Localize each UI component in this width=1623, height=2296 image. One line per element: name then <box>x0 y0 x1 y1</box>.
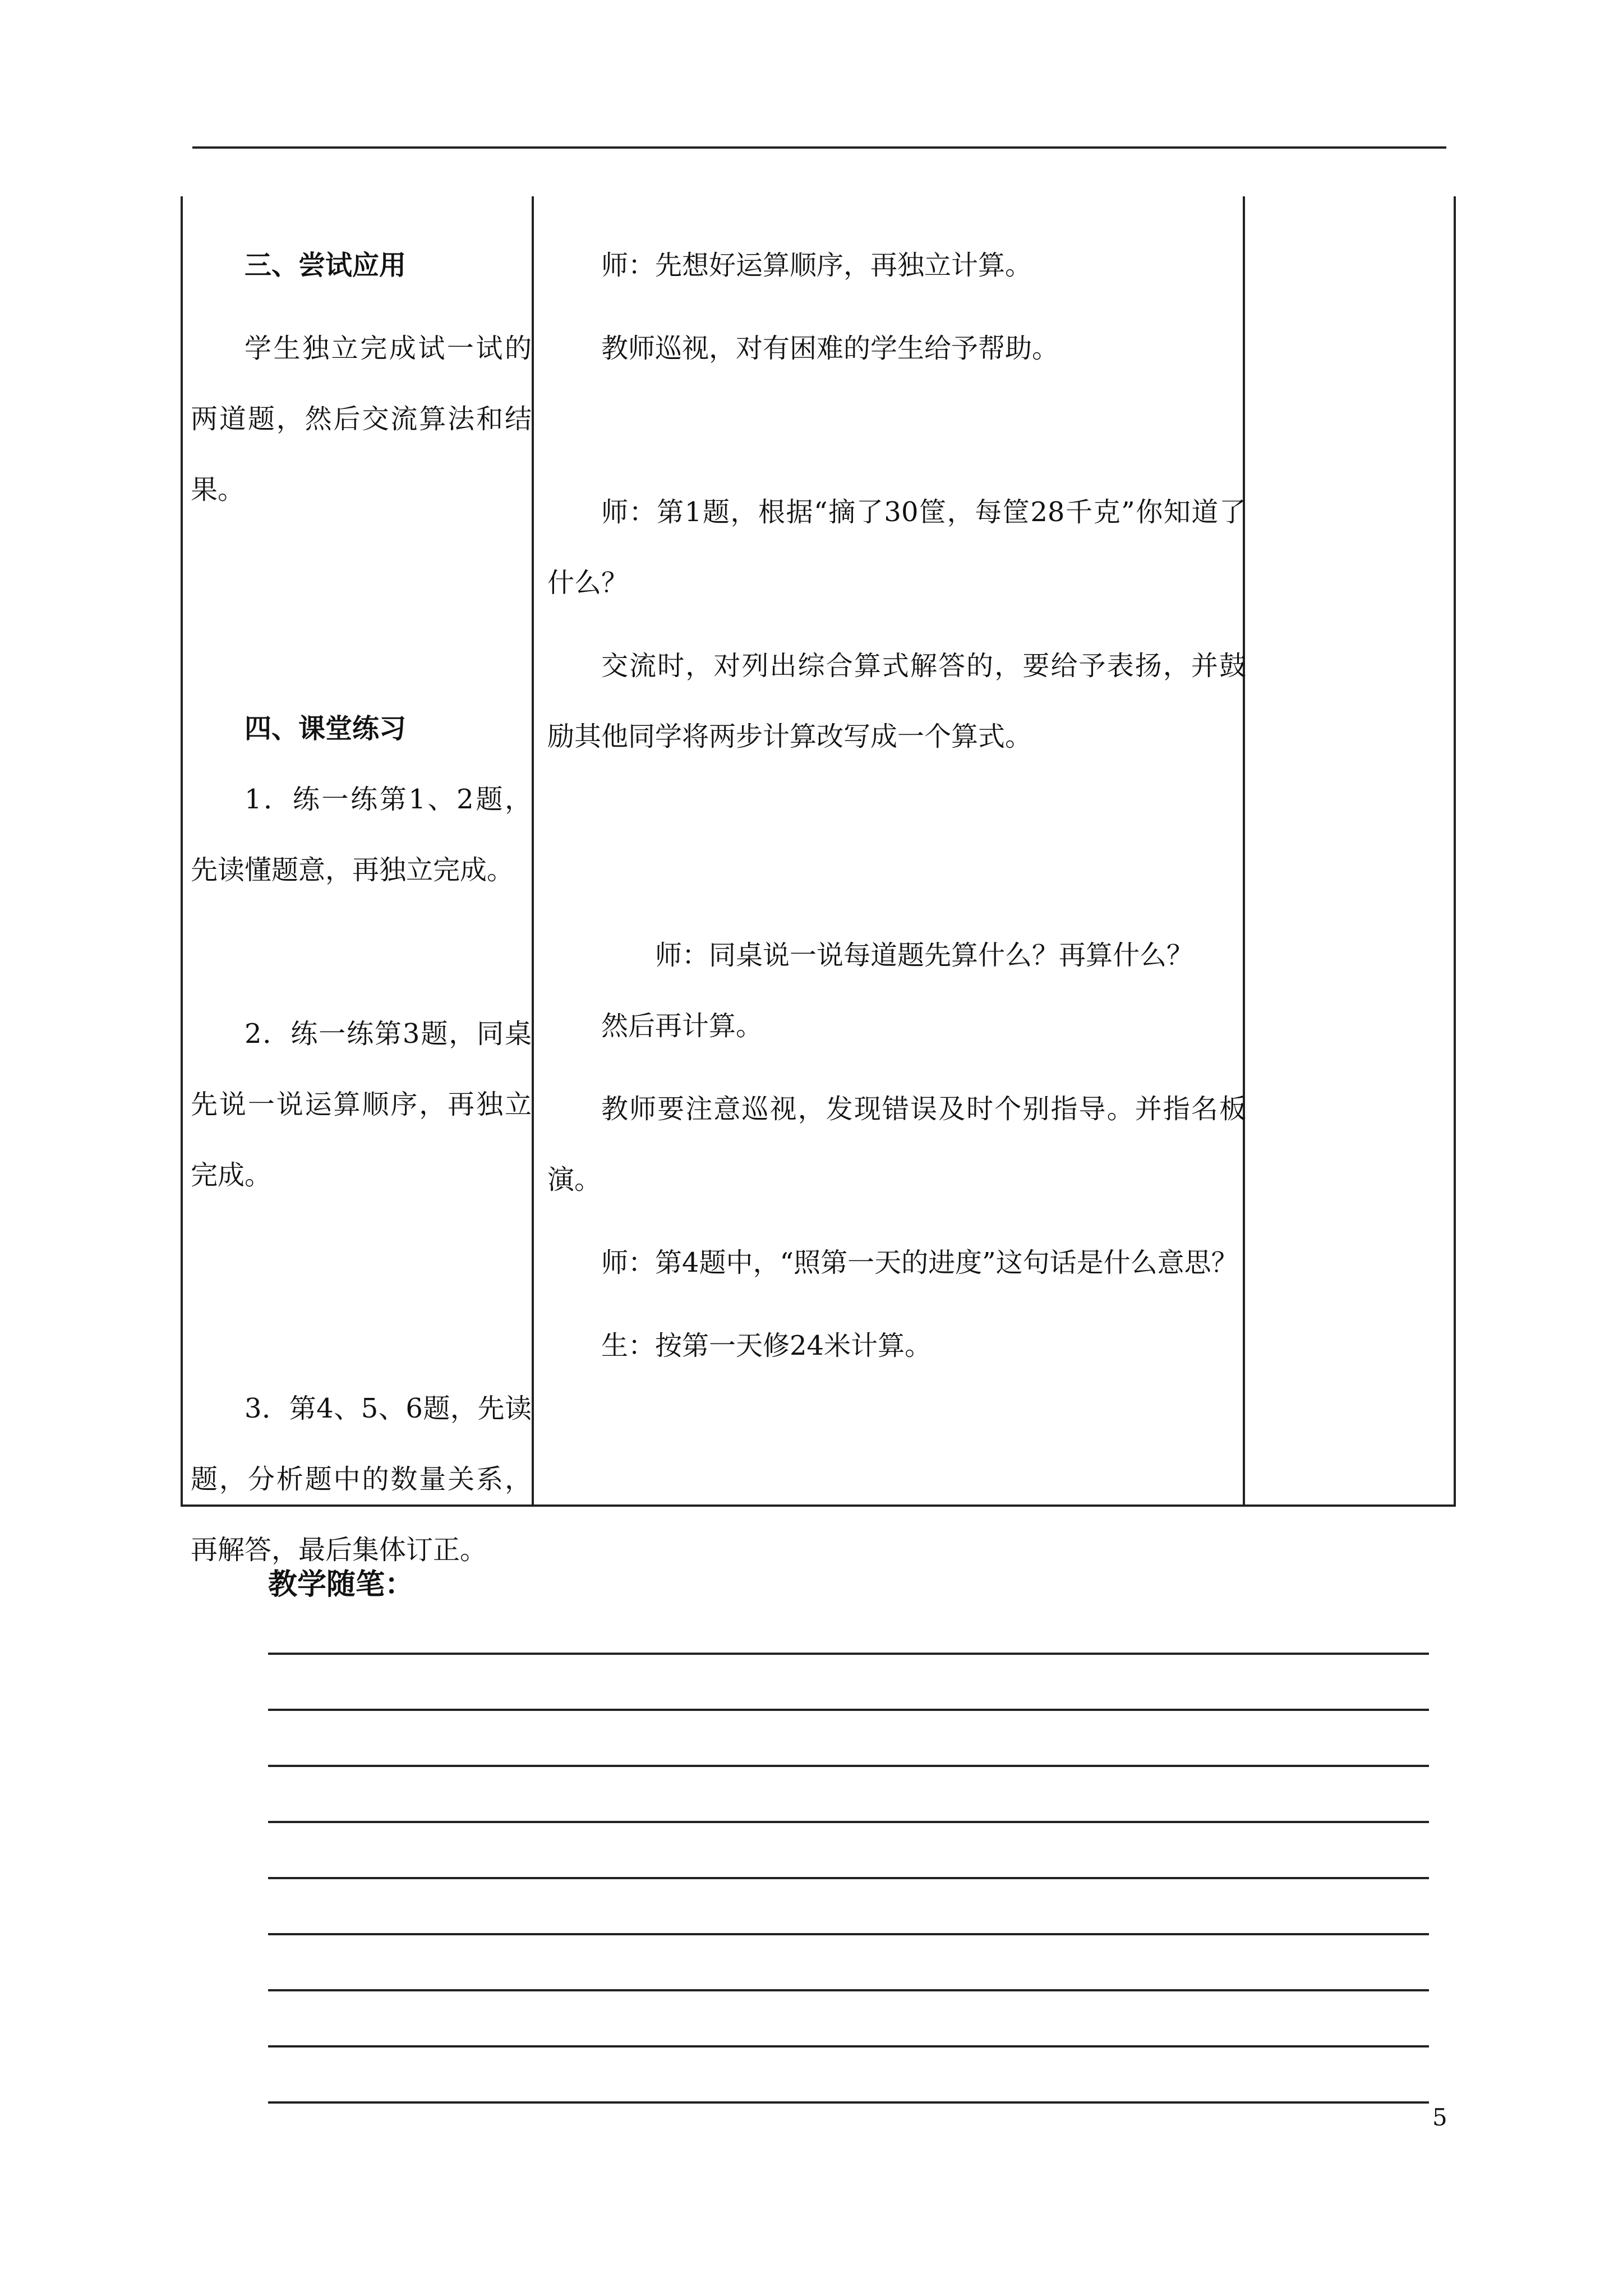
note-line <box>268 1933 1429 1935</box>
teacher-note-1: 师：先想好运算顺序，再独立计算。 <box>601 250 1032 281</box>
section-heading-3: 三、尝试应用 <box>245 250 407 281</box>
exercise-item-3: 3．第4、5、6题，先读题，分析题中的数量关系，再解答，最后集体订正。 <box>191 1393 532 1566</box>
exercise-item-2: 2．练一练第3题，同桌先说一说运算顺序，再独立完成。 <box>191 1018 532 1191</box>
note-line <box>268 1877 1429 1879</box>
note-line <box>268 2101 1429 2104</box>
section-heading-4: 四、课堂练习 <box>245 713 407 744</box>
left-column <box>191 230 532 1585</box>
note-line <box>268 1653 1429 1655</box>
page-number: 5 <box>1432 2104 1447 2131</box>
note-line <box>268 2045 1429 2047</box>
teacher-note-7: 教师要注意巡视，发现错误及时个别指导。并指名板演。 <box>547 1093 1246 1195</box>
teacher-note-6: 然后再计算。 <box>601 1010 763 1042</box>
note-line <box>268 1821 1429 1823</box>
table-divider-1 <box>532 196 534 1507</box>
table-border-left <box>181 196 183 1507</box>
teacher-note-8: 师：第4题中，“照第一天的进度”这句话是什么意思？ <box>601 1247 1238 1278</box>
notes-label: 教学随笔： <box>268 1568 414 1602</box>
teacher-note-3: 师：第1题，根据“摘了30筐，每筐28千克”你知道了什么？ <box>547 496 1246 599</box>
table-border-right <box>1454 196 1456 1507</box>
teacher-note-4: 交流时，对列出综合算式解答的，要给予表扬，并鼓励其他同学将两步计算改写成一个算式。 <box>547 650 1246 752</box>
note-line <box>268 1989 1429 1991</box>
student-answer: 生：按第一天修24米计算。 <box>601 1330 932 1361</box>
note-line <box>268 1765 1429 1767</box>
note-line <box>268 1709 1429 1711</box>
lesson-table <box>181 196 1456 1566</box>
teacher-note-2: 教师巡视，对有困难的学生给予帮助。 <box>601 333 1059 364</box>
exercise-item-1: 1．练一练第1、2题，先读懂题意，再独立完成。 <box>191 784 532 886</box>
middle-column <box>547 230 1246 1381</box>
teacher-note-5: 师：同桌说一说每道题先算什么？再算什么？ <box>655 940 1194 971</box>
header-rule <box>192 146 1446 149</box>
left-paragraph-1: 学生独立完成试一试的两道题，然后交流算法和结果。 <box>191 333 532 505</box>
